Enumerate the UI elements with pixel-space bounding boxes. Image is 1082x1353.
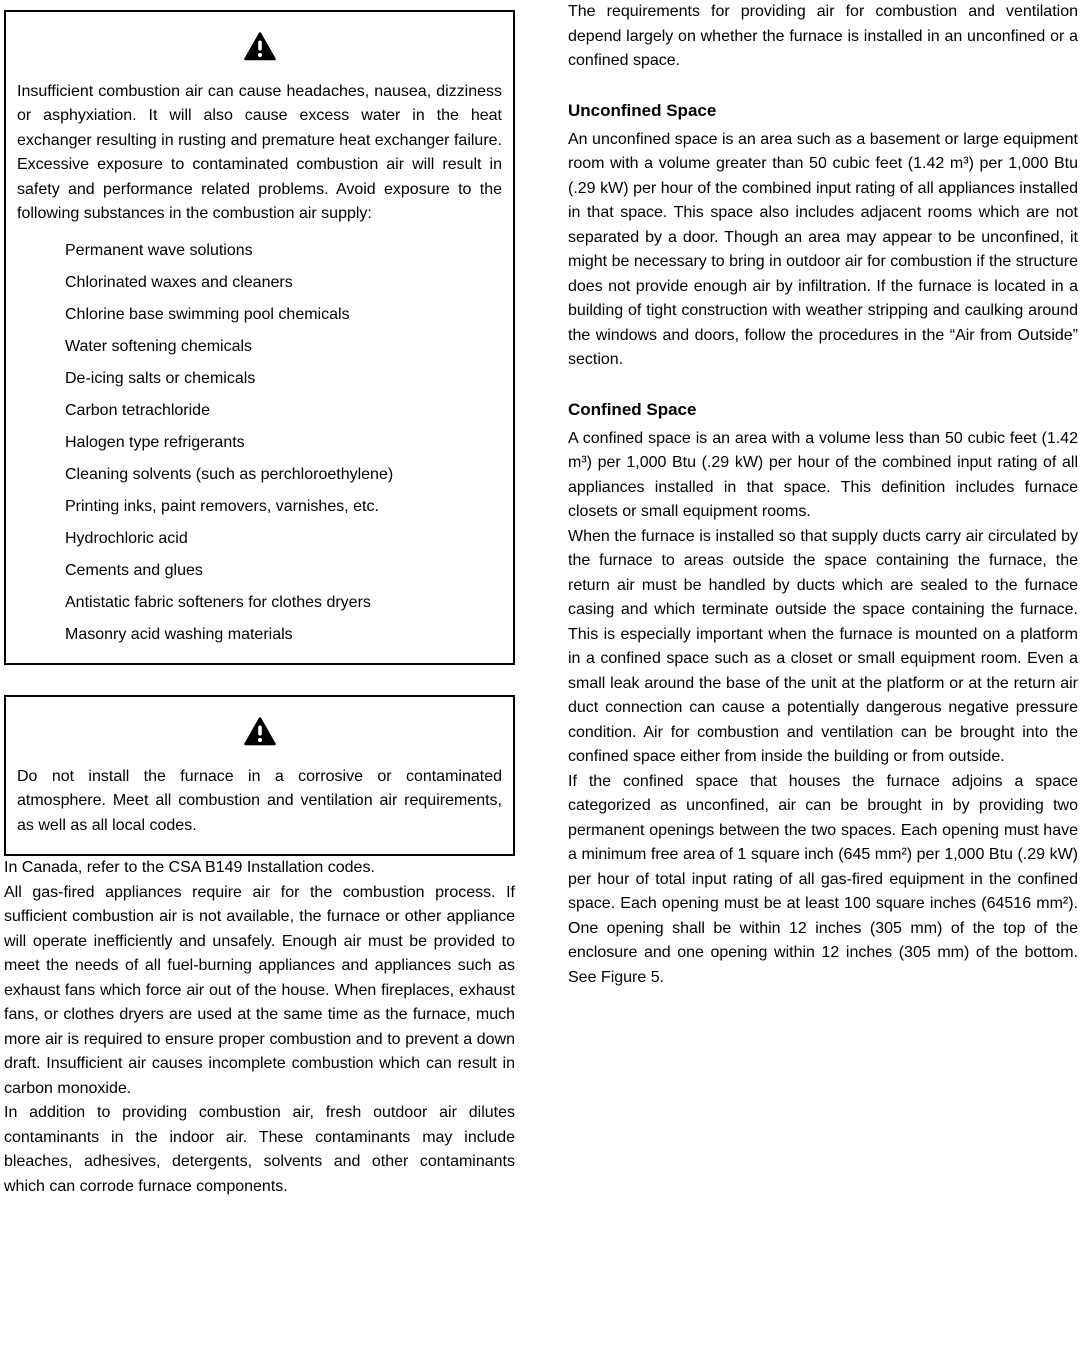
substance-list-item: Permanent wave solutions — [65, 241, 253, 259]
warning-triangle-icon — [17, 703, 502, 765]
paragraph-combustion-air: All gas-fired appliances require air for the combustion process. If sufficient combustion air is not available, the furnace or other appliance will operate inefficiently and unsafely. Enough air must be provided to meet the needs of all fuel-burning appliances and appliances such as exhaust fans which force air out of the house. When fireplaces, exhaust fans, or clothes dryers are used at the same time as the furnace, much more air is required to ensure proper combustion and to prevent a down draft. Insufficient air causes incomplete combustion which can result in carbon monoxide. — [4, 883, 515, 1097]
paragraph-confined-space-definition: A confined space is an area with a volume less than 50 cubic feet (1.42 m³) per 1,000 Btu (.29 kW) per hour of the combined input rating of all appliances installed in that space. This definition includes furnace closets or small equipment rooms. — [568, 429, 1078, 520]
left-column — [4, 0, 515, 1345]
substance-list-item: Chlorine base swimming pool chemicals — [65, 305, 350, 323]
warning-text: Do not install the furnace in a corrosive or contaminated atmosphere. Meet all combustion and ventilation air requirements, as well as all local codes. — [17, 767, 502, 834]
substance-list-item: Hydrochloric acid — [65, 529, 188, 547]
substance-list-item: Cleaning solvents (such as perchloroethylene) — [65, 465, 394, 483]
section-heading-confined-space: Confined Space — [568, 399, 697, 419]
substance-list — [17, 239, 502, 648]
paragraph-confined-space-openings: If the confined space that houses the furnace adjoins a space categorized as unconfined, air can be brought in by providing two permanent openings between the two spaces. Each opening must have a minimum free area of 1 square inch (645 mm²) per 1,000 Btu (.29 kW) per hour of total input rating of all gas-fired equipment in the confined space. Each opening must be at least 100 square inches (64516 mm²). One opening shall be within 12 inches (305 mm) of the top of the enclosure and one opening within 12 inches (305 mm) of the bottom. See Figure 5. — [568, 772, 1078, 986]
paragraph-intro: The requirements for providing air for combustion and ventilation depend largely on whether the furnace is installed in an unconfined or a confined space. — [568, 3, 1078, 69]
substance-list-item: Masonry acid washing materials — [65, 625, 293, 643]
section-heading-unconfined-space: Unconfined Space — [568, 100, 717, 120]
paragraph-unconfined-space: An unconfined space is an area such as a basement or large equipment room with a volume greater than 50 cubic feet (1.42 m³) per 1,000 Btu (.29 kW) per hour of the combined input rating of all appliances installed in that space. This space also includes adjacent rooms which are not separated by a door. Though an area may appear to be unconfined, it might be necessary to bring in outdoor air for combustion if the structure does not provide enough air by infiltration. If the furnace is located in a building of tight construction with weather stripping and caulking around the windows and doors, follow the procedures in the “Air from Outside” section. — [568, 130, 1078, 368]
substance-list-item: Halogen type refrigerants — [65, 433, 245, 451]
warning-text: Insufficient combustion air can cause headaches, nausea, dizziness or asphyxiation. It will also cause excess water in the heat exchanger resulting in rusting and premature heat exchanger failure. Excessive exposure to contaminated combustion air will result in safety and performance related problems. Avoid exposure to the following substances in the combustion air supply: — [17, 82, 502, 222]
paragraph-contaminants: In addition to providing combustion air, fresh outdoor air dilutes contaminants in the indoor air. These contaminants may include bleaches, adhesives, detergents, solvents and other contaminants which can corrode furnace components. — [4, 1104, 515, 1195]
substance-list-item: De-icing salts or chemicals — [65, 369, 256, 387]
right-column — [568, 0, 1078, 1345]
warning-triangle-icon — [17, 18, 502, 80]
paragraph-canada-codes: In Canada, refer to the CSA B149 Installation codes. — [4, 859, 375, 876]
warning-box-combustion-air — [4, 10, 515, 665]
substance-list-item: Cements and glues — [65, 561, 203, 579]
substance-list-item: Printing inks, paint removers, varnishes, etc. — [65, 497, 379, 515]
substance-list-item: Carbon tetrachloride — [65, 401, 210, 419]
substance-list-item: Antistatic fabric softeners for clothes dryers — [65, 593, 371, 611]
substance-list-item: Chlorinated waxes and cleaners — [65, 273, 293, 291]
warning-box-corrosive-atmosphere — [4, 695, 515, 856]
substance-list-item: Water softening chemicals — [65, 337, 253, 355]
paragraph-confined-space-ducts: When the furnace is installed so that supply ducts carry air circulated by the furnace to areas outside the space containing the furnace, the return air must be handled by ducts which are sealed to the furnace casing and which terminate outside the space containing the furnace. This is especially important when the furnace is mounted on a platform in a confined space such as a closet or small equipment room. Even a small leak around the base of the unit at the platform or at the return air duct connection can cause a potentially dangerous negative pressure condition. Air for combustion and ventilation can be brought into the confined space either from inside the building or from outside. — [568, 527, 1078, 765]
